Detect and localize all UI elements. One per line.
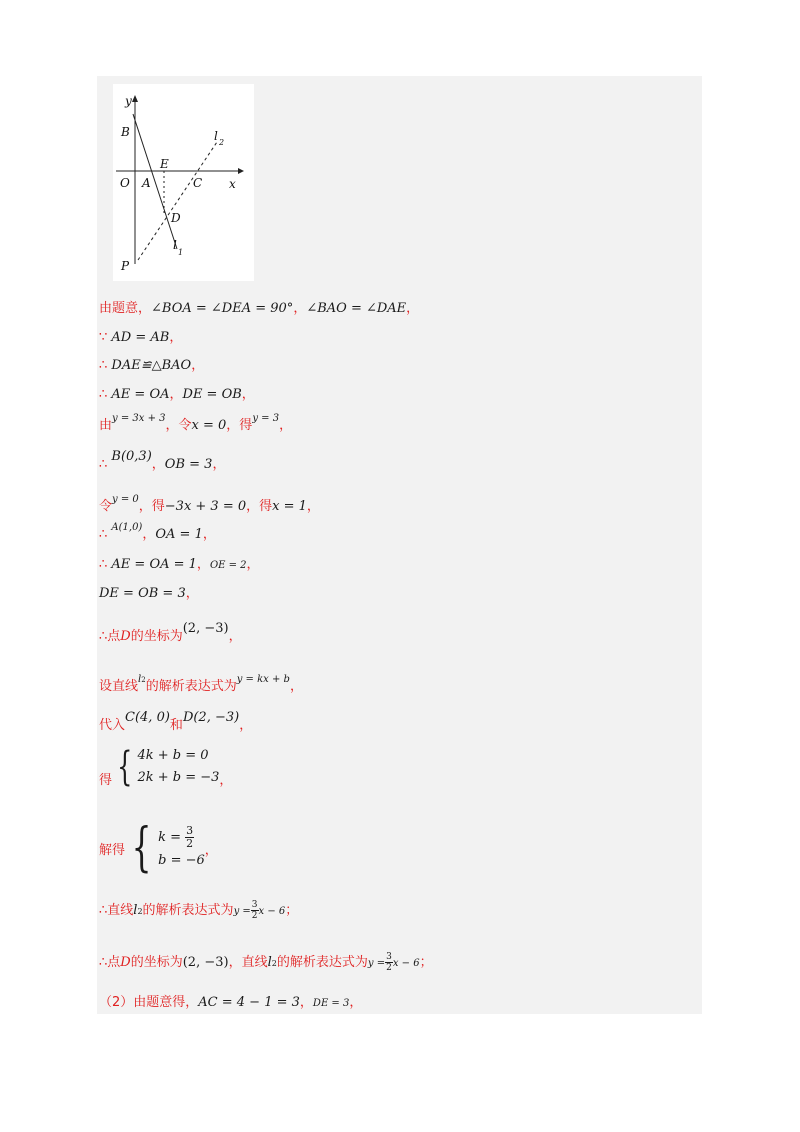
- step-3: [99, 355, 204, 377]
- step-8: [99, 524, 216, 546]
- text: ，: [191, 358, 205, 373]
- math: DE = OB: [182, 387, 242, 402]
- label-B: B: [121, 125, 130, 139]
- math: D: [120, 955, 131, 970]
- line-l1: [133, 114, 177, 249]
- text: ∴: [99, 527, 112, 542]
- geometry-figure: [113, 84, 254, 281]
- step-9: [99, 554, 260, 576]
- text: ，: [219, 772, 233, 788]
- text: ，: [279, 418, 293, 433]
- fraction: [385, 952, 393, 973]
- text: ，: [212, 457, 226, 472]
- step-18: [99, 992, 362, 1014]
- math: y = 3x + 3: [112, 413, 166, 424]
- math: y = kx + b: [236, 674, 290, 685]
- text: ∴: [99, 557, 112, 572]
- text: ∵: [99, 330, 112, 345]
- text: ，得: [138, 499, 165, 514]
- label-x: x: [229, 177, 236, 191]
- text: ；: [285, 903, 299, 918]
- math: OB = 3: [164, 457, 213, 472]
- text: 设直线: [99, 679, 139, 694]
- math: y = 3: [252, 413, 280, 424]
- text: 的坐标为: [130, 955, 183, 970]
- text: ，: [299, 995, 313, 1010]
- text: ∴: [99, 358, 112, 373]
- y-axis-arrow: [132, 95, 138, 102]
- math: x = 1: [272, 499, 307, 514]
- text: ，: [241, 387, 255, 402]
- math: D(2, −3): [182, 710, 240, 725]
- text: 解得: [99, 842, 126, 858]
- step-17: [99, 950, 433, 976]
- label-l2: l: [214, 129, 218, 143]
- text: ，: [289, 679, 303, 694]
- text: ，得: [246, 499, 273, 514]
- text: ，得: [226, 418, 253, 433]
- fraction: [251, 900, 259, 921]
- math: (2, −3): [182, 621, 229, 636]
- math: D: [120, 629, 131, 644]
- text: ，: [228, 629, 242, 644]
- step-12: [99, 676, 303, 698]
- text: 由: [99, 418, 113, 433]
- math: x = 0: [191, 418, 227, 433]
- label-O: O: [120, 176, 130, 190]
- numerator: 3: [386, 952, 392, 962]
- math: l: [133, 903, 138, 918]
- text: 代入: [99, 718, 126, 733]
- equation: 4k + b = 0: [137, 748, 209, 763]
- numerator: 3: [251, 900, 258, 910]
- math: x − 6: [258, 906, 286, 917]
- text: ，: [293, 301, 307, 316]
- brace: {: [131, 818, 152, 878]
- coordinate-diagram: [113, 84, 254, 281]
- text: ，: [204, 842, 218, 858]
- step-15: [99, 820, 218, 876]
- step-2: [99, 327, 182, 349]
- math: −3x + 3 = 0: [164, 499, 247, 514]
- step-6: [99, 449, 226, 476]
- brace: {: [117, 744, 133, 790]
- step-5: [99, 415, 292, 437]
- math: DE = 3: [312, 998, 350, 1009]
- step-16: [99, 898, 298, 924]
- equation: b = −6: [158, 852, 205, 868]
- text: ，直线: [228, 955, 268, 970]
- text: ∴点: [99, 629, 121, 644]
- math: y = 0: [112, 494, 139, 505]
- math: OA = 1: [155, 527, 203, 542]
- math: DE = OB = 3: [99, 586, 186, 601]
- numerator: 3: [186, 823, 194, 837]
- label-C: C: [193, 176, 203, 190]
- text: ，: [349, 995, 363, 1010]
- math: ∠BAO = ∠DAE: [306, 301, 407, 316]
- math: DAE≌△BAO: [111, 358, 192, 373]
- math: l: [267, 955, 272, 970]
- math: C(4, 0): [125, 710, 170, 725]
- math: AE = OA = 1: [111, 557, 197, 572]
- label-l1: l: [173, 238, 177, 252]
- label-y: y: [125, 94, 132, 108]
- equation: k =: [158, 829, 182, 845]
- step-4: [99, 384, 255, 406]
- denominator: 2: [386, 963, 392, 973]
- text: ，令: [165, 418, 192, 433]
- x-axis-arrow: [238, 168, 244, 174]
- step-13: [99, 710, 253, 737]
- math: A(1,0): [111, 522, 143, 533]
- text: ，: [306, 499, 320, 514]
- text: ∴直线: [99, 903, 134, 918]
- text: 令: [99, 499, 113, 514]
- text: ∴: [99, 387, 112, 402]
- text: 得: [99, 772, 113, 788]
- text: ∴: [99, 457, 112, 472]
- math: AE = OA: [111, 387, 170, 402]
- text: ，: [406, 301, 420, 316]
- math: ∠BOA = ∠DEA = 90°: [151, 301, 294, 316]
- denominator: 2: [186, 836, 194, 850]
- math: y =: [233, 906, 251, 917]
- math: B(0,3): [111, 449, 152, 464]
- step-10: [99, 583, 199, 605]
- math: AC = 4 − 1 = 3: [198, 995, 300, 1010]
- text: ，: [169, 330, 183, 345]
- math-sub: 2: [141, 676, 146, 684]
- label-D: D: [171, 211, 181, 225]
- text: （2）由题意得，: [99, 995, 199, 1010]
- step-14: [99, 744, 232, 790]
- label-E: E: [160, 157, 169, 171]
- text: 由题意，: [99, 301, 152, 316]
- text: ∴点: [99, 955, 121, 970]
- step-1: [99, 298, 419, 320]
- text: 的解析表达式为: [145, 679, 237, 694]
- text: ，: [202, 527, 216, 542]
- label-l1-sub: 1: [178, 248, 184, 257]
- text: ，: [196, 557, 210, 572]
- text: ，: [239, 718, 253, 733]
- text: ，: [169, 387, 183, 402]
- math: l: [138, 674, 142, 685]
- math-sub: 2: [271, 959, 277, 968]
- text: ；: [419, 955, 433, 970]
- line-l2-dashed: [138, 142, 217, 260]
- label-P: P: [121, 259, 130, 273]
- text: 的解析表达式为: [276, 955, 368, 970]
- math-sub: 2: [137, 907, 143, 916]
- fraction: [185, 825, 194, 850]
- math: AD = AB: [111, 330, 170, 345]
- text: ，: [246, 557, 260, 572]
- math: y =: [367, 958, 386, 969]
- label-l2-sub: 2: [219, 138, 225, 147]
- text: ，: [142, 527, 156, 542]
- denominator: 2: [251, 911, 258, 921]
- math: OE = 2: [209, 560, 247, 571]
- text: ，: [151, 457, 165, 472]
- text: 和: [169, 718, 183, 733]
- text: 的解析表达式为: [142, 903, 234, 918]
- text: 的坐标为: [130, 629, 183, 644]
- text: ，: [185, 586, 199, 601]
- math: (2, −3): [182, 955, 229, 970]
- step-7: [99, 496, 320, 518]
- label-A: A: [142, 176, 151, 190]
- equation: 2k + b = −3: [137, 770, 220, 785]
- math: x − 6: [392, 958, 420, 969]
- step-11: [99, 621, 242, 648]
